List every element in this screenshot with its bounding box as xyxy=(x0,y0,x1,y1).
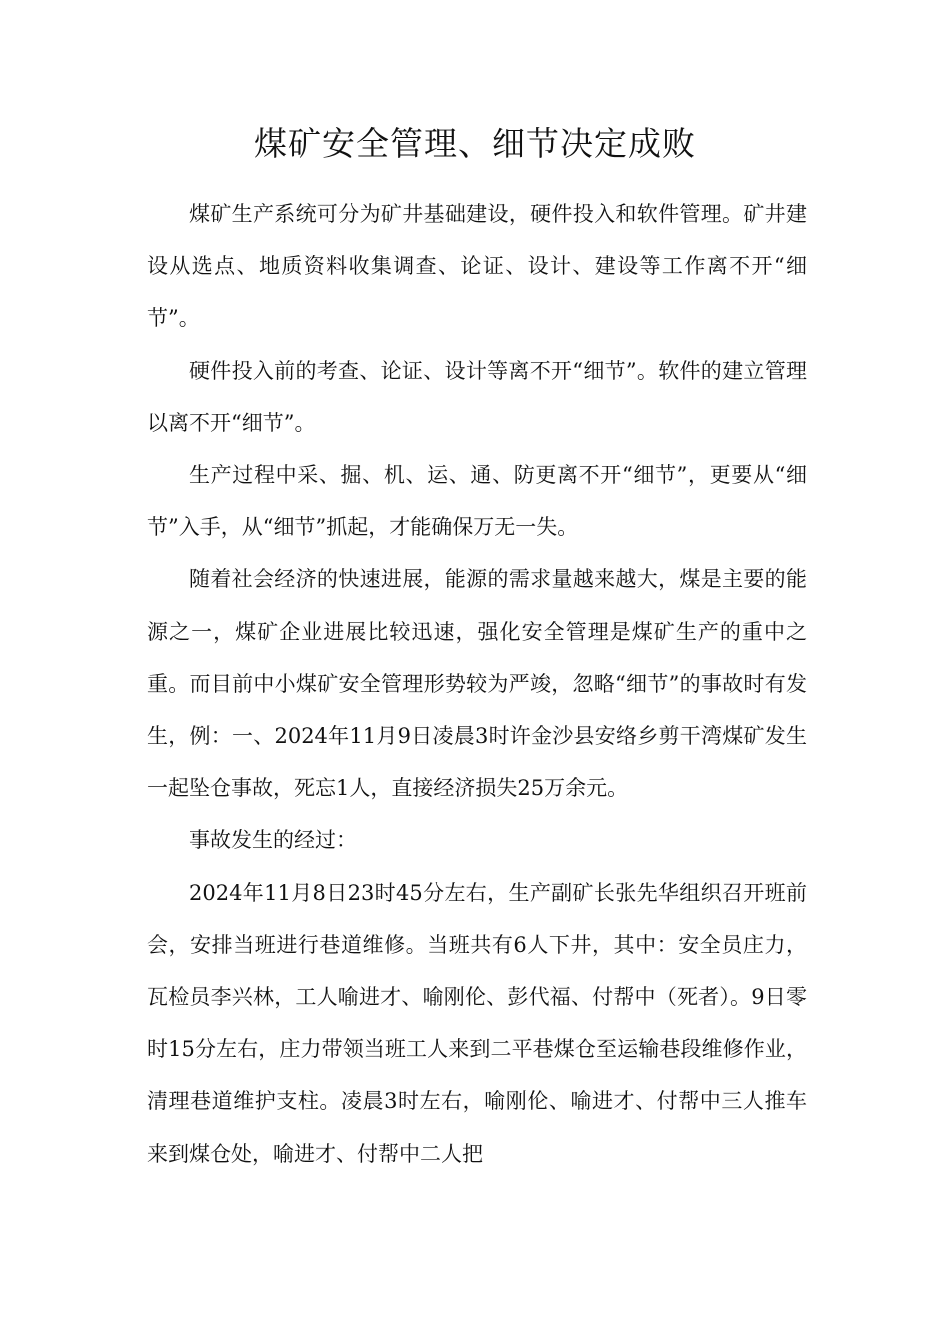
document-title: 煤矿安全管理、细节决定成败 xyxy=(254,124,696,163)
paragraph-1: 煤矿生产系统可分为矿井基础建设，硬件投入和软件管理。矿井建设从选点、地质资料收集调查、论证、设计、建设等工作离不开“细节”。 xyxy=(147,202,807,331)
paragraph-5: 事故发生的经过： xyxy=(189,828,357,853)
paragraph-6: 2024年11月8日23时45分左右，生产副矿长张先华组织召开班前会，安排当班进行巷道维修。当班共有6人下井，其中：安全员庄力，瓦检员李兴林，工人喻进才、喻刚伦、彭代福、付帮中（死者）。9日零时15分左右，庄力带领当班工人来到二平巷煤仓至运输巷段维修作业，清理巷道维护支柱。凌晨3时左右，喻刚伦、喻进才、付帮中三人推车来到煤仓处，喻进才、付帮中二人把 xyxy=(147,880,807,1166)
paragraph-2: 硬件投入前的考查、论证、设计等离不开“细节”。软件的建立管理以离不开“细节”。 xyxy=(147,358,807,435)
paragraph-3: 生产过程中采、掘、机、运、通、防更离不开“细节”，更要从“细节”入手，从“细节”抓起，才能确保万无一失。 xyxy=(147,463,807,540)
paragraph-4: 随着社会经济的快速进展，能源的需求量越来越大，煤是主要的能源之一，煤矿企业进展比较迅速，强化安全管理是煤矿生产的重中之重。而目前中小煤矿安全管理形势较为严竣，忽略“细节”的事故时有发生，例：一、2024年11月9日凌晨3时许金沙县安络乡剪干湾煤矿发生一起坠仓事故，死忘1人，直接经济损失25万余元。 xyxy=(147,567,807,801)
document-body xyxy=(147,188,807,1180)
